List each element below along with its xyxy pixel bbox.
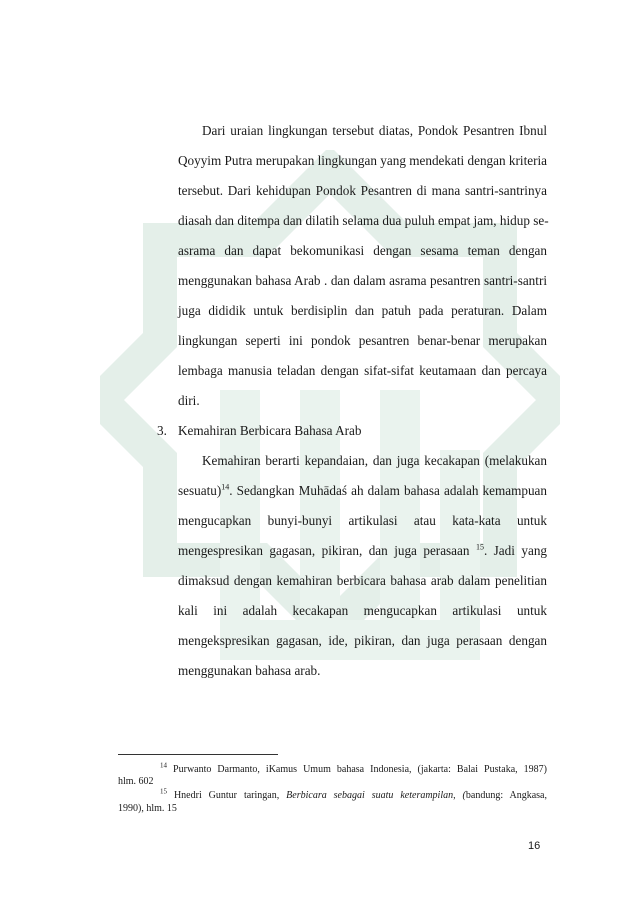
paragraph-1-line-8: lingkungan seperti ini pondok pesantren benar-benar merupakan [178, 333, 547, 348]
footnote-14-line-2: hlm. 602 [118, 776, 154, 787]
paragraph-2-line-4 [178, 543, 547, 559]
paragraph-2-line-2-text-a: sesuatu) [178, 483, 222, 498]
footnote-15-line-1 [160, 787, 547, 802]
footnote-15-title: Berbicara sebagai suatu keterampilan, ( [286, 790, 466, 801]
paragraph-1-line-2: Qoyyim Putra merupakan lingkungan yang mendekati dengan kriteria [178, 153, 547, 168]
footnote-separator [118, 754, 278, 755]
paragraph-1-line-4: diasah dan ditempa dan dilatih selama dua puluh empat jam, hidup se- [178, 213, 549, 228]
footnote-15-number: 15 [160, 787, 167, 796]
paragraph-1-line-3: tersebut. Dari kehidupan Pondok Pesantren di mana santri-santrinya [178, 183, 547, 198]
paragraph-2-line-2-text-b: . Sedangkan Muhādaś ah dalam bahasa adalah kemampuan [229, 483, 547, 498]
footnote-15-line-2: 1990), hlm. 15 [118, 803, 177, 814]
section-title: Kemahiran Berbicara Bahasa Arab [178, 423, 362, 438]
paragraph-2-line-5: dimaksud dengan kemahiran berbicara bahasa arab dalam penelitian [178, 573, 547, 588]
paragraph-2-line-7: mengekspresikan gagasan, ide, pikiran, dan juga perasaan dengan [178, 633, 547, 648]
paragraph-2-line-4-text-b: . Jadi yang [483, 543, 548, 558]
paragraph-2-line-3: mengucapkan bunyi-bunyi artikulasi atau kata-kata untuk [178, 513, 547, 528]
footnote-15-text-b: bandung: Angkasa, [465, 790, 547, 801]
paragraph-1-line-5: asrama dan dapat bekomunikasi dengan sesama teman dengan [178, 243, 547, 258]
footnote-ref-15: 15 [475, 542, 484, 552]
footnote-14-text: Purwanto Darmanto, iKamus Umum bahasa Indonesia, (jakarta: Balai Pustaka, 1987) [173, 764, 548, 775]
paragraph-2-line-6: kali ini adalah kecakapan mengucapkan artikulasi untuk [178, 603, 547, 618]
paragraph-1-line-7: juga dididik untuk berdisiplin dan patuh pada peraturan. Dalam [178, 303, 547, 318]
section-number: 3. [157, 423, 167, 438]
paragraph-2-line-2 [178, 483, 547, 499]
paragraph-1-line-10: diri. [178, 393, 200, 408]
footnote-ref-14: 14 [221, 482, 230, 492]
paragraph-1-line-1: Dari uraian lingkungan tersebut diatas, Pondok Pesantren Ibnul [202, 123, 547, 138]
paragraph-2-line-4-text-a: mengespresikan gagasan, pikiran, dan juga perasaan [178, 543, 470, 558]
paragraph-2-line-8: menggunakan bahasa arab. [178, 663, 321, 678]
footnote-15-text-a: Hnedri Guntur taringan, [173, 790, 287, 801]
footnote-14-line-1 [160, 761, 548, 776]
paragraph-1-line-6: menggunakan bahasa Arab . dan dalam asrama pesantren santri-santri [178, 273, 547, 288]
paragraph-2-line-1: Kemahiran berarti kepandaian, dan juga kecakapan (melakukan [202, 453, 547, 468]
page-number: 16 [528, 840, 541, 852]
footnote-14-number: 14 [160, 761, 167, 770]
paragraph-1-line-9: lembaga manusia teladan dengan sifat-sifat keutamaan dan percaya [178, 363, 547, 378]
